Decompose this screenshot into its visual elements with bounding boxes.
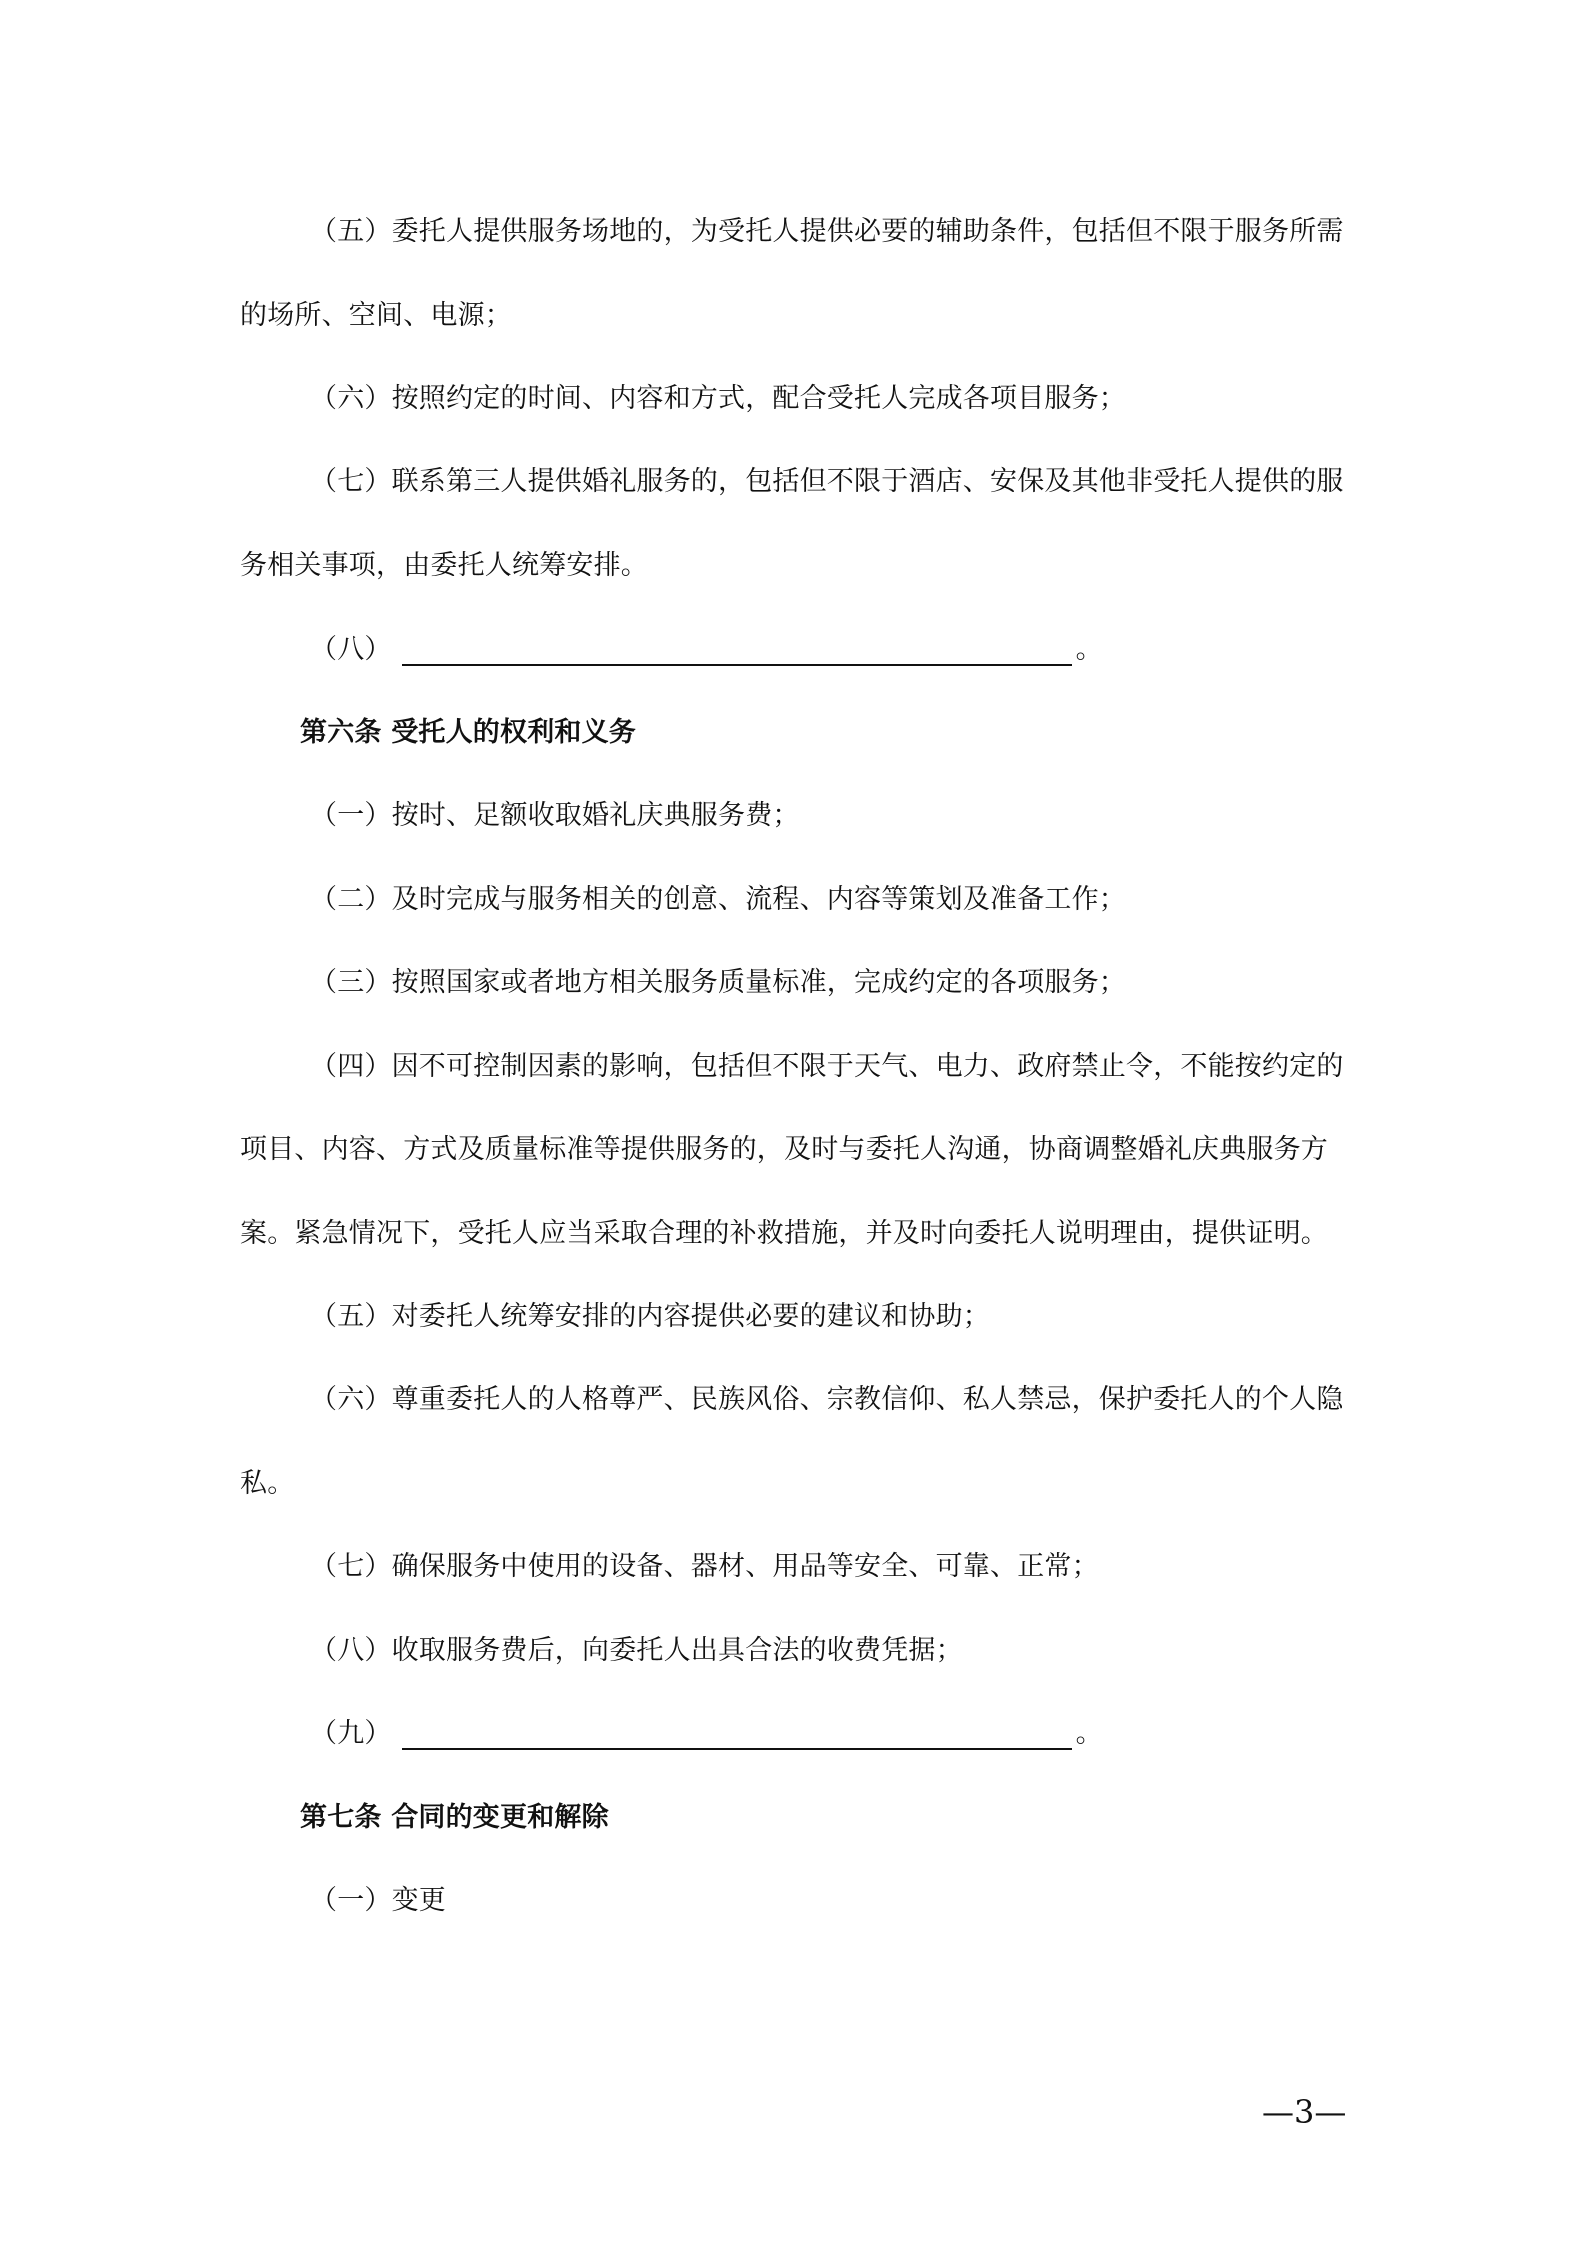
clause-5-6: （六）按照约定的时间、内容和方式，配合受托人完成各项目服务； (310, 383, 1126, 414)
clause-6-4-line-2: 项目、内容、方式及质量标准等提供服务的，及时与委托人沟通，协商调整婚礼庆典服务方 (240, 1134, 1328, 1165)
clause-5-8-label: （八） (310, 634, 392, 665)
clause-6-6-line-1: （六）尊重委托人的人格尊严、民族风俗、宗教信仰、私人禁忌，保护委托人的个人隐 (310, 1384, 1344, 1415)
clause-6-6-line-2: 私。 (240, 1468, 295, 1499)
clause-6-5: （五）对委托人统筹安排的内容提供必要的建议和协助； (310, 1301, 990, 1332)
clause-6-3: （三）按照国家或者地方相关服务质量标准，完成约定的各项服务； (310, 967, 1126, 998)
article-6-heading: 第六条 受托人的权利和义务 (300, 717, 636, 748)
clause-6-9-label: （九） (310, 1718, 392, 1749)
blank-fill-line[interactable] (402, 1718, 1072, 1750)
clause-5-8-tail: 。 (1075, 634, 1103, 665)
clause-7-1: （一）变更 (310, 1885, 446, 1916)
clause-6-8: （八）收取服务费后，向委托人出具合法的收费凭据； (310, 1635, 963, 1666)
page-number: —3— (1262, 2093, 1347, 2131)
article-7-heading: 第七条 合同的变更和解除 (300, 1802, 609, 1833)
clause-6-1: （一）按时、足额收取婚礼庆典服务费； (310, 800, 800, 831)
clause-6-9-tail: 。 (1075, 1718, 1103, 1749)
blank-fill-line[interactable] (402, 634, 1072, 666)
clause-5-5-line-2: 的场所、空间、电源； (240, 300, 512, 331)
clause-5-7-line-2: 务相关事项，由委托人统筹安排。 (240, 550, 648, 581)
clause-6-2: （二）及时完成与服务相关的创意、流程、内容等策划及准备工作； (310, 884, 1126, 915)
clause-6-4-line-1: （四）因不可控制因素的影响，包括但不限于天气、电力、政府禁止令，不能按约定的 (310, 1051, 1344, 1082)
clause-6-9 (310, 1716, 1103, 1752)
clause-5-8 (310, 632, 1103, 668)
clause-5-7-line-1: （七）联系第三人提供婚礼服务的，包括但不限于酒店、安保及其他非受托人提供的服 (310, 466, 1344, 497)
clause-6-7: （七）确保服务中使用的设备、器材、用品等安全、可靠、正常； (310, 1551, 1099, 1582)
clause-6-4-line-3: 案。紧急情况下，受托人应当采取合理的补救措施，并及时向委托人说明理由，提供证明。 (240, 1218, 1328, 1249)
clause-5-5-line-1: （五）委托人提供服务场地的，为受托人提供必要的辅助条件，包括但不限于服务所需 (310, 216, 1344, 247)
